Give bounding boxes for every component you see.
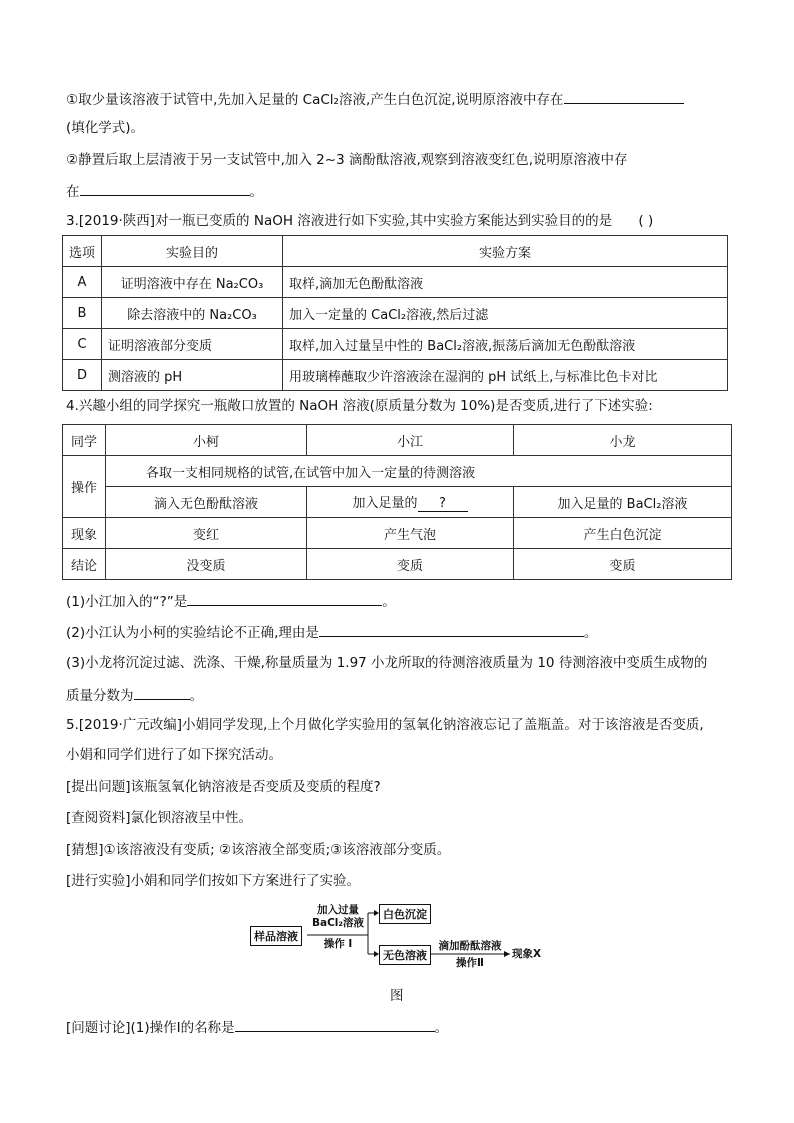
- header-cell: 实验目的: [102, 236, 283, 267]
- row-label: 结论: [63, 549, 106, 580]
- table-row: [63, 456, 732, 487]
- period: 。: [249, 184, 263, 200]
- table-row: [63, 329, 728, 360]
- conclusion-cell: 没变质: [106, 549, 307, 580]
- option-cell: B: [63, 298, 102, 329]
- sample-box: 样品溶液: [250, 926, 302, 946]
- header-cell: 小柯: [106, 425, 307, 456]
- q5-discussion: [66, 1016, 448, 1038]
- table-row: [63, 518, 732, 549]
- purpose-cell: 测溶液的 pH: [102, 360, 283, 391]
- q3-stem-text: 3.[2019·陕西]对一瓶已变质的 NaOH 溶液进行如下实验,其中实验方案能达到实验目的的是: [66, 213, 613, 229]
- q2-line4-text: 在: [66, 184, 80, 200]
- q4-sub3-line2: [66, 684, 203, 706]
- q3-table: [62, 235, 728, 391]
- option-cell: A: [63, 267, 102, 298]
- answer-blank[interactable]: [134, 684, 190, 700]
- answer-blank[interactable]: [80, 180, 250, 196]
- header-cell: 实验方案: [283, 236, 728, 267]
- q5-stem-line1: 5.[2019·广元改编]小娟同学发现,上个月做化学实验用的氢氧化钠溶液忘记了盖瓶盖。对于该溶液是否变质,: [66, 717, 704, 733]
- op2-label: 操作Ⅱ: [456, 957, 484, 969]
- period: 。: [434, 1020, 449, 1036]
- q2-line4: [66, 180, 263, 202]
- header-cell: 小龙: [514, 425, 732, 456]
- answer-blank[interactable]: [187, 590, 382, 606]
- q2-line3: ②静置后取上层清液于另一支试管中,加入 2~3 滴酚酞溶液,观察到溶液变红色,说明原溶液中存: [66, 152, 628, 168]
- table-row: [63, 360, 728, 391]
- purpose-cell: 除去溶液中的 Na₂CO₃: [102, 298, 283, 329]
- table-row: [63, 298, 728, 329]
- table-row: [63, 487, 732, 518]
- phenol-label: 滴加酚酞溶液: [438, 940, 502, 952]
- purpose-cell: 证明溶液部分变质: [102, 329, 283, 360]
- q4-sub3-line1: (3)小龙将沉淀过滤、洗涤、干燥,称量质量为 1.97 小龙所取的待测溶液质量为 10 待测溶液中变质生成物的: [66, 655, 708, 671]
- option-cell: D: [63, 360, 102, 391]
- q5-exp: [进行实验]小娟和同学们按如下方案进行了实验。: [66, 873, 361, 889]
- period: 。: [583, 625, 598, 641]
- answer-blank[interactable]: ?: [418, 496, 468, 512]
- phenomenon-cell: 产生白色沉淀: [514, 518, 732, 549]
- q5-stem-line2: 小娟和同学们进行了如下探究活动。: [66, 747, 282, 763]
- table-row: [63, 267, 728, 298]
- add-label: 加入过量: [317, 904, 359, 916]
- q4-sub1-text: (1)小江加入的“?”是: [66, 594, 188, 610]
- plan-cell: 取样,滴加无色酚酞溶液: [283, 267, 728, 298]
- q4-sub1: [66, 590, 396, 612]
- header-cell: 选项: [63, 236, 102, 267]
- answer-blank[interactable]: [319, 621, 584, 637]
- answer-blank[interactable]: [235, 1016, 435, 1032]
- table-row: [63, 549, 732, 580]
- op-common-cell: 各取一支相同规格的试管,在试管中加入一定量的待测溶液: [106, 456, 732, 487]
- table-header-row: [63, 236, 728, 267]
- result-label: 现象X: [512, 948, 542, 960]
- period: 。: [189, 688, 203, 704]
- colorless-solution-box: 无色溶液: [379, 945, 431, 965]
- conclusion-cell: 变质: [514, 549, 732, 580]
- q4-table: [62, 424, 732, 580]
- conclusion-cell: 变质: [307, 549, 514, 580]
- op1-label: 操作 I: [323, 938, 353, 950]
- q4-sub2: [66, 621, 597, 643]
- q4-sub2-text: (2)小江认为小柯的实验结论不正确,理由是: [66, 625, 319, 641]
- q4-sub3-text: 质量分数为: [66, 688, 134, 704]
- op-cell: [307, 487, 514, 518]
- plan-cell: 加入一定量的 CaCl₂溶液,然后过滤: [283, 298, 728, 329]
- answer-paren[interactable]: ( ): [638, 213, 654, 229]
- option-cell: C: [63, 329, 102, 360]
- q2-line1: [66, 88, 684, 110]
- row-label: 现象: [63, 518, 106, 549]
- q5-ask: [提出问题]该瓶氢氧化钠溶液是否变质及变质的程度?: [66, 779, 381, 795]
- header-cell: 同学: [63, 425, 106, 456]
- q5-guess: [猜想]①该溶液没有变质; ②该溶液全部变质;③该溶液部分变质。: [66, 842, 451, 858]
- period: 。: [382, 594, 396, 610]
- figure-caption: 图: [390, 988, 404, 1004]
- op-cell: 滴入无色酚酞溶液: [106, 487, 307, 518]
- experiment-flow-diagram: [248, 902, 548, 972]
- q3-stem: [66, 211, 653, 231]
- phenomenon-cell: 产生气泡: [307, 518, 514, 549]
- q2-line2: (填化学式)。: [66, 120, 145, 136]
- row-label: 操作: [63, 456, 106, 518]
- op-cell: 加入足量的 BaCl₂溶液: [514, 487, 732, 518]
- q2-line1-text: ①取少量该溶液于试管中,先加入足量的 CaCl₂溶液,产生白色沉淀,说明原溶液中存在: [66, 92, 564, 108]
- header-cell: 小江: [307, 425, 514, 456]
- table-header-row: [63, 425, 732, 456]
- q4-stem: 4.兴趣小组的同学探究一瓶敞口放置的 NaOH 溶液(原质量分数为 10%)是否变质,进行了下述实验:: [66, 398, 653, 414]
- purpose-cell: 证明溶液中存在 Na₂CO₃: [102, 267, 283, 298]
- q5-discussion-text: [问题讨论](1)操作Ⅰ的名称是: [66, 1020, 235, 1036]
- white-precipitate-box: 白色沉淀: [379, 904, 431, 924]
- bacl2-label: BaCl₂溶液: [312, 917, 364, 929]
- phenomenon-cell: 变红: [106, 518, 307, 549]
- answer-blank[interactable]: [564, 88, 684, 104]
- q5-info: [查阅资料]氯化钡溶液呈中性。: [66, 810, 253, 826]
- plan-cell: 取样,加入过量呈中性的 BaCl₂溶液,振荡后滴加无色酚酞溶液: [283, 329, 728, 360]
- op-jiang-text: 加入足量的: [352, 496, 418, 511]
- plan-cell: 用玻璃棒蘸取少许溶液涂在湿润的 pH 试纸上,与标准比色卡对比: [283, 360, 728, 391]
